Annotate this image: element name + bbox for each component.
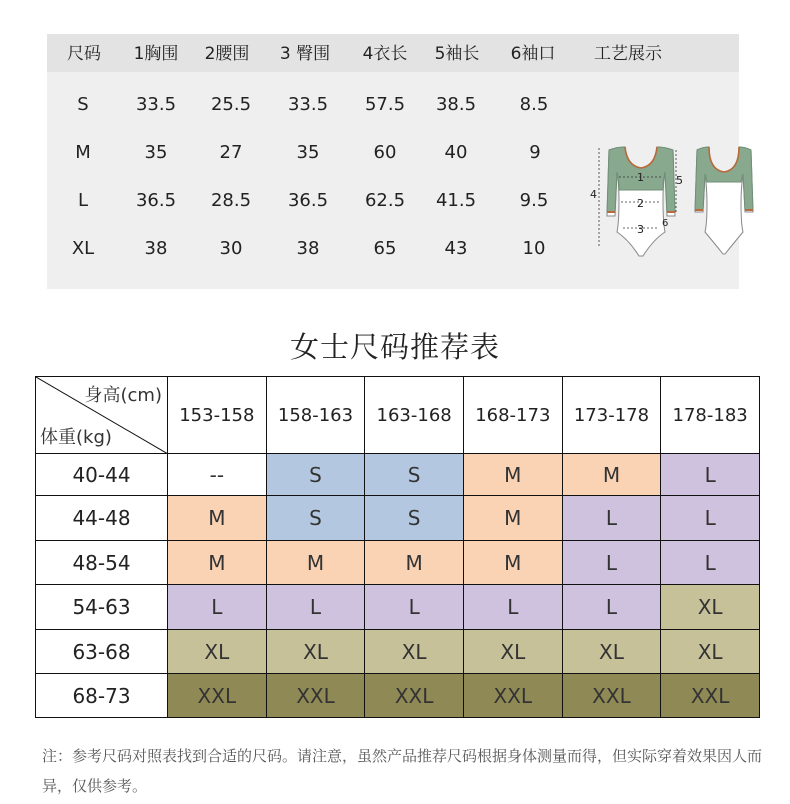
cell: 57.5 [364,94,406,115]
cell: 9.5 [519,190,549,211]
header-chest: 1胸围 [133,44,179,64]
cell: 65 [373,238,397,259]
size-cell: XXL [463,674,562,718]
diagram-label-2: 2 [637,197,644,210]
diagram-label-4: 4 [590,188,597,201]
size-cell: M [266,541,365,585]
header-waist: 2腰围 [204,44,250,64]
cell: 60 [373,142,397,163]
size-cell: M [463,541,562,585]
weight-range-header: 44-48 [36,496,168,541]
size-cell: -- [168,454,267,496]
size-cell: XL [562,630,661,674]
size-cell: L [661,454,760,496]
weight-row [36,630,760,674]
size-cell: M [562,454,661,496]
size-m: M [75,142,91,163]
size-l: L [77,190,89,211]
header-cuff: 6袖口 [510,44,556,64]
cell: 38 [296,238,320,259]
height-range-header: 163-168 [365,377,464,454]
cell: 9 [529,142,541,163]
table-corner-cell [36,377,168,454]
size-cell: XL [168,630,267,674]
size-cell: L [562,541,661,585]
size-cell: XL [661,585,760,630]
cell: 43 [444,238,468,259]
weight-row [36,454,760,496]
size-cell: XL [266,630,365,674]
size-cell: XL [463,630,562,674]
cell: 35 [296,142,320,163]
cell: 10 [522,238,546,259]
header-size: 尺码 [67,44,101,64]
weight-range-header: 68-73 [36,674,168,718]
cell: 28.5 [210,190,252,211]
size-cell: M [463,454,562,496]
height-range-header: 168-173 [463,377,562,454]
header-sleeve-length: 5袖长 [434,44,480,64]
size-cell: S [365,496,464,541]
diagram-label-3: 3 [637,223,644,236]
height-axis-label: 身高(cm) [84,385,162,406]
disclaimer-note: 注：参考尺码对照表找到合适的尺码。请注意，虽然产品推荐尺码根据身体测量而得，但实际穿着效果因人而异，仅供参考。 [42,747,763,795]
size-cell: L [168,585,267,630]
weight-range-header: 40-44 [36,454,168,496]
cell: 33.5 [287,94,329,115]
bodysuit-front-back-illustration [587,144,772,264]
diagram-label-1: 1 [637,171,644,184]
size-cell: XL [365,630,464,674]
height-range-header: 173-178 [562,377,661,454]
size-recommendation-table [35,376,760,718]
cell: 25.5 [210,94,252,115]
cell: 62.5 [364,190,406,211]
size-cell: XXL [562,674,661,718]
cell: 33.5 [135,94,177,115]
header-craft: 工艺展示 [594,44,662,64]
header-hip: 3 臀围 [279,44,331,64]
weight-row [36,496,760,541]
cell: 8.5 [519,94,549,115]
weight-row [36,585,760,630]
cell: 36.5 [135,190,177,211]
diagram-label-5: 5 [676,174,683,187]
height-range-header: 153-158 [168,377,267,454]
size-cell: L [266,585,365,630]
size-cell: M [463,496,562,541]
size-cell: M [168,541,267,585]
measurement-table [47,34,739,289]
size-cell: XXL [661,674,760,718]
cell: 36.5 [287,190,329,211]
cell: 40 [444,142,468,163]
size-cell: XXL [266,674,365,718]
size-cell: S [266,496,365,541]
cell: 27 [219,142,243,163]
size-s: S [77,94,89,115]
size-cell: XXL [365,674,464,718]
cell: 38.5 [435,94,477,115]
cell: 38 [144,238,168,259]
size-cell: L [463,585,562,630]
cell: 41.5 [435,190,477,211]
size-cell: L [661,496,760,541]
size-cell: L [661,541,760,585]
page-title: 女士尺码推荐表 [289,330,500,364]
height-range-header: 178-183 [661,377,760,454]
size-cell: XXL [168,674,267,718]
cell: 30 [219,238,243,259]
size-cell: M [365,541,464,585]
size-cell: L [562,496,661,541]
weight-range-header: 48-54 [36,541,168,585]
cell: 35 [144,142,168,163]
size-cell: S [365,454,464,496]
size-cell: M [168,496,267,541]
size-cell: XL [661,630,760,674]
weight-row [36,674,760,718]
header-length: 4衣长 [362,44,408,64]
size-xl: XL [71,238,95,259]
size-cell: L [365,585,464,630]
weight-axis-label: 体重(kg) [40,427,112,448]
weight-row [36,541,760,585]
weight-range-header: 63-68 [36,630,168,674]
weight-range-header: 54-63 [36,585,168,630]
size-cell: S [266,454,365,496]
garment-diagram [587,144,772,264]
size-cell: L [562,585,661,630]
height-range-header: 158-163 [266,377,365,454]
diagram-label-6: 6 [662,218,669,229]
